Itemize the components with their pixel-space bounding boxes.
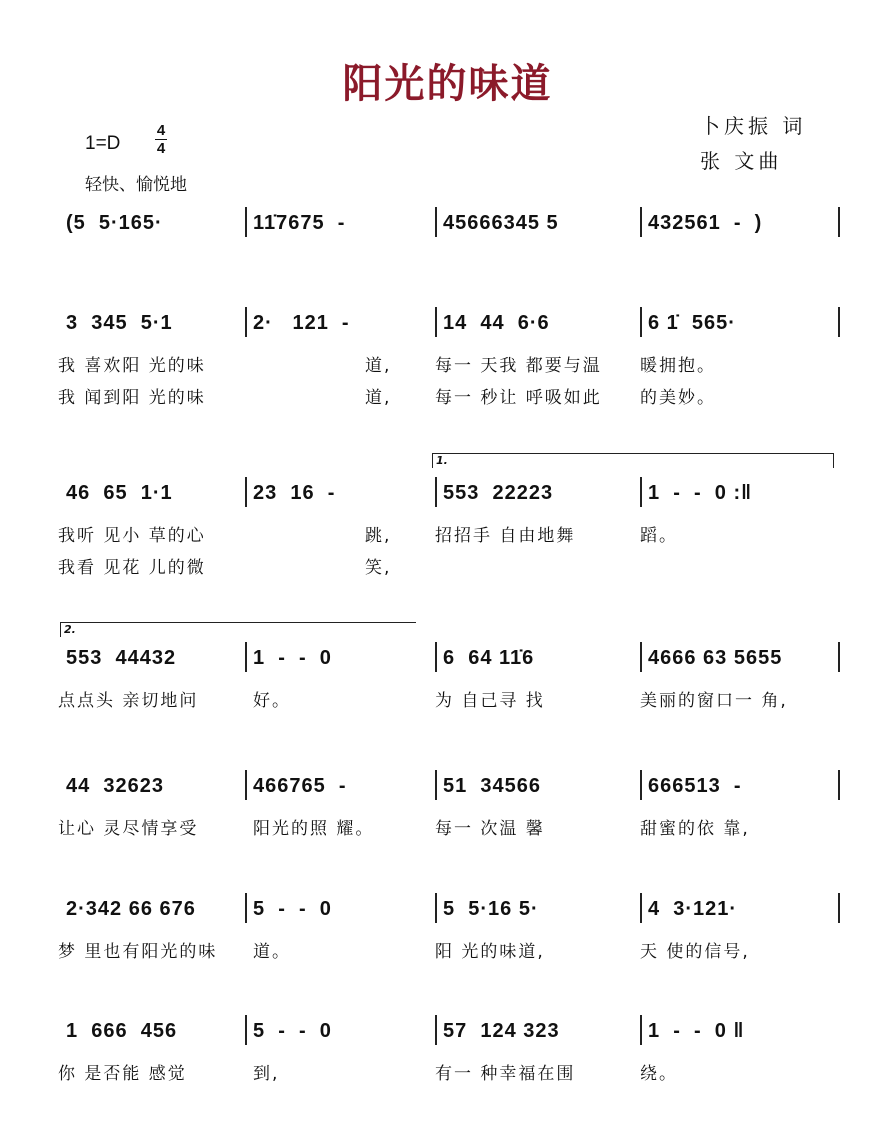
barline — [640, 307, 642, 337]
time-sig-top: 4 — [156, 122, 166, 139]
lyric-text: 我 喜欢阳 光的味 — [58, 356, 206, 376]
lyric-text: 每一 天我 都要与温 — [435, 356, 602, 376]
lyric-text: 绕。 — [640, 1064, 678, 1084]
measure-notes: 553 22223 — [443, 482, 554, 504]
lyric-text: 招招手 自由地舞 — [435, 526, 576, 546]
key-signature: 1=D — [85, 133, 121, 154]
lyric-text: 道。 — [253, 942, 291, 962]
barline — [435, 770, 437, 800]
barline — [245, 477, 247, 507]
lyric-text: 笑, — [365, 558, 392, 578]
measure-notes: 666513 - — [648, 775, 742, 797]
measure-notes: 2· 121 - — [253, 312, 350, 334]
staff-row — [58, 305, 840, 345]
volta-bracket-1 — [432, 453, 834, 468]
barline — [640, 642, 642, 672]
barline — [435, 307, 437, 337]
barline — [838, 307, 840, 337]
measure-notes: 466765 - — [253, 775, 347, 797]
time-sig-bottom: 4 — [156, 140, 166, 157]
lyric-text: 阳 光的味道, — [435, 942, 545, 962]
measure-notes: 1 - - 0 — [253, 647, 332, 669]
lyric-text: 你 是否能 感觉 — [58, 1064, 187, 1084]
barline — [245, 770, 247, 800]
lyric-text: 甜蜜的依 靠, — [640, 819, 750, 839]
measure-notes: 1 - - 0 :‖ — [648, 482, 753, 504]
lyric-text: 每一 秒让 呼吸如此 — [435, 388, 602, 408]
measure-notes: 432561 - ) — [648, 212, 763, 234]
lyric-text: 我看 见花 儿的微 — [58, 558, 206, 578]
measure-notes: 46 65 1·1 — [66, 482, 173, 504]
lyric-text: 为 自己寻 找 — [435, 691, 545, 711]
measure-notes: 5 - - 0 — [253, 1020, 332, 1042]
lyric-text: 道, — [365, 388, 392, 408]
measure-notes: 5 - - 0 — [253, 898, 332, 920]
lyric-text: 的美妙。 — [640, 388, 716, 408]
lyric-text: 道, — [365, 356, 392, 376]
barline — [435, 1015, 437, 1045]
measure-notes: 14 44 6·6 — [443, 312, 550, 334]
song-title: 阳光的味道 — [342, 61, 553, 107]
measure-notes: 51 34566 — [443, 775, 541, 797]
lyric-text: 我听 见小 草的心 — [58, 526, 206, 546]
volta-number-1: 1. — [436, 454, 448, 467]
lyric-text: 我 闻到阳 光的味 — [58, 388, 206, 408]
barline — [640, 770, 642, 800]
time-signature — [155, 122, 167, 157]
volta-number-2: 2. — [64, 623, 76, 636]
lyric-text: 跳, — [365, 526, 392, 546]
lyric-text: 让心 灵尽情享受 — [58, 819, 199, 839]
barline — [435, 207, 437, 237]
staff-row — [58, 891, 840, 931]
barline — [245, 893, 247, 923]
measure-notes: 4666 63 5655 — [648, 647, 783, 669]
measure-notes: 2·342 66 676 — [66, 898, 196, 920]
barline — [640, 477, 642, 507]
barline — [640, 207, 642, 237]
measure-notes: 6 64 11̇6 — [443, 647, 535, 669]
staff-row — [58, 475, 840, 515]
measure-notes: 45666345 5 — [443, 212, 559, 234]
lyric-text: 暖拥抱。 — [640, 356, 716, 376]
measure-notes: 11̇7675 - — [253, 212, 346, 234]
barline — [435, 893, 437, 923]
barline — [245, 1015, 247, 1045]
measure-notes: 57 124 323 — [443, 1020, 560, 1042]
barline — [245, 642, 247, 672]
lyric-text: 有一 种幸福在围 — [435, 1064, 576, 1084]
lyric-text: 每一 次温 馨 — [435, 819, 545, 839]
lyric-text: 美丽的窗口一 角, — [640, 691, 788, 711]
barline — [640, 1015, 642, 1045]
barline — [838, 770, 840, 800]
measure-notes: 5 5·16 5· — [443, 898, 539, 920]
barline — [245, 207, 247, 237]
measure-notes: (5 5·165· — [66, 212, 163, 234]
lyric-text: 到, — [253, 1064, 280, 1084]
composer-credit: 张 文曲 — [700, 149, 783, 173]
measure-notes: 1 - - 0 ‖ — [648, 1020, 745, 1042]
lyric-text: 梦 里也有阳光的味 — [58, 942, 218, 962]
measure-notes: 44 32623 — [66, 775, 164, 797]
staff-row — [58, 768, 840, 808]
lyric-text: 阳光的照 耀。 — [253, 819, 375, 839]
staff-row — [58, 205, 840, 245]
staff-row — [58, 640, 840, 680]
barline — [838, 642, 840, 672]
lyric-text: 天 使的信号, — [640, 942, 750, 962]
lyricist-credit: 卜庆振 词 — [700, 114, 807, 138]
lyric-text: 蹈。 — [640, 526, 678, 546]
barline — [435, 477, 437, 507]
barline — [245, 307, 247, 337]
measure-notes: 1 666 456 — [66, 1020, 178, 1042]
barline — [838, 207, 840, 237]
lyric-text: 点点头 亲切地问 — [58, 691, 199, 711]
measure-notes: 553 44432 — [66, 647, 177, 669]
measure-notes: 23 16 - — [253, 482, 336, 504]
barline — [435, 642, 437, 672]
volta-bracket-2 — [60, 622, 416, 637]
barline — [838, 893, 840, 923]
measure-notes: 4 3·121· — [648, 898, 738, 920]
measure-notes: 6 1̇ 565· — [648, 312, 736, 334]
staff-row — [58, 1013, 840, 1053]
lyric-text: 好。 — [253, 691, 291, 711]
barline — [640, 893, 642, 923]
tempo-marking: 轻快、愉悦地 — [85, 175, 187, 195]
measure-notes: 3 345 5·1 — [66, 312, 173, 334]
